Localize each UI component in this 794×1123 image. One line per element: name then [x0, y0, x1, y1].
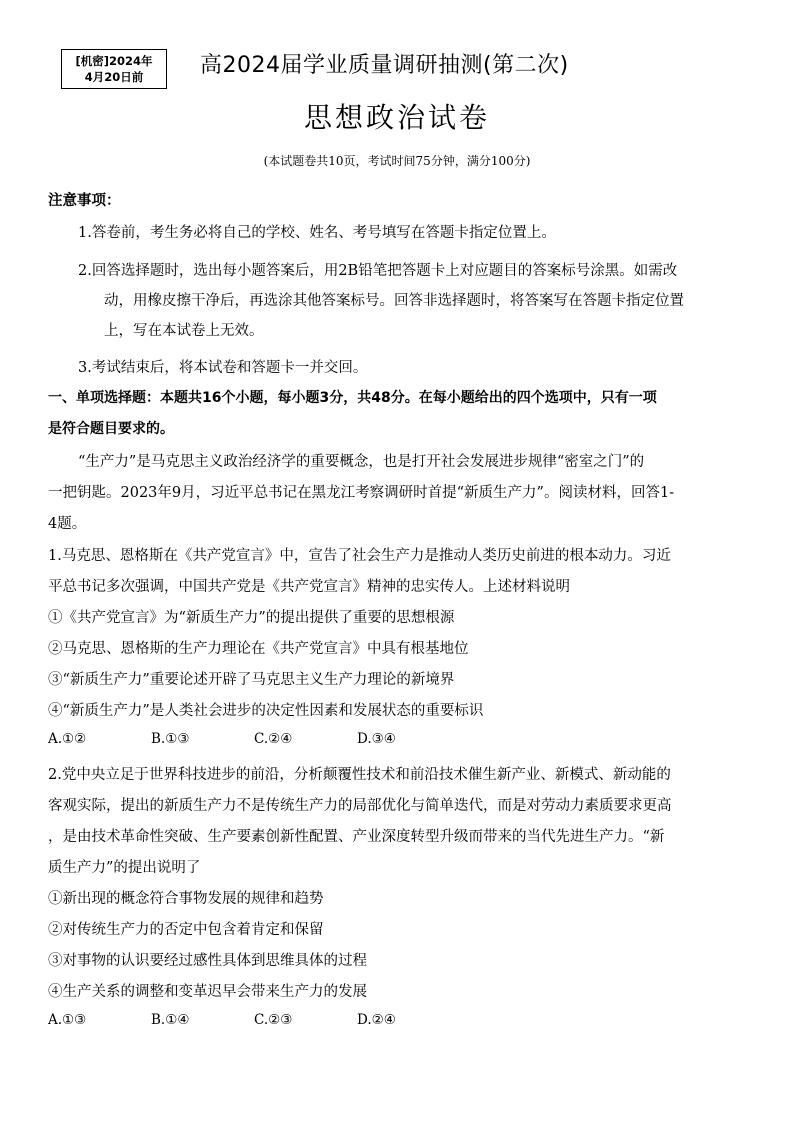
q1-option-b[interactable]: B.①③: [151, 731, 190, 747]
q2-option-a[interactable]: A.①③: [48, 1012, 87, 1028]
confidential-line-1: [机密]2024年: [75, 54, 153, 68]
notice-item-3: 3.考试结束后，将本试卷和答题卡一并交回。: [78, 360, 368, 376]
q2-statement-4: ④生产关系的调整和变革迟早会带来生产力的发展: [48, 984, 367, 1000]
q2-option-b[interactable]: B.①④: [151, 1012, 190, 1028]
intro-line-2: 一把钥匙。2023年9月，习近平总书记在黑龙江考察调研时首提“新质生产力”。阅读材料，回答1-: [48, 485, 675, 501]
q2-options: [48, 1012, 460, 1028]
q2-stem-line-3: ，是由技术革命性突破、生产要素创新性配置、产业深度转型升级而带来的当代先进生产力。“新: [48, 829, 665, 845]
section-heading-line-1: 一、单项选择题：本题共16个小题，每小题3分，共48分。在每小题给出的四个选项中，只有一项: [48, 390, 657, 406]
q2-option-c[interactable]: C.②③: [254, 1012, 293, 1028]
q2-statement-2: ②对传统生产力的否定中包含着肯定和保留: [48, 922, 324, 938]
q1-option-d[interactable]: D.③④: [357, 731, 396, 747]
q1-statement-3: ③“新质生产力”重要论述开辟了马克思主义生产力理论的新境界: [48, 672, 455, 688]
exam-info: (本试题卷共10页，考试时间75分钟，满分100分): [263, 154, 531, 168]
q2-stem-line-2: 客观实际，提出的新质生产力不是传统生产力的局部优化与简单迭代，而是对劳动力素质要求更高: [48, 798, 672, 814]
notice-item-2-line-1: 2.回答选择题时，选出每小题答案后，用2B铅笔把答题卡上对应题目的答案标号涂黑。如需改: [78, 263, 678, 279]
notice-item-2-line-3: 上，写在本试卷上无效。: [104, 323, 264, 339]
q1-option-a[interactable]: A.①②: [48, 731, 87, 747]
q2-stem-line-1: 2.党中央立足于世界科技进步的前沿，分析颠覆性技术和前沿技术催生新产业、新模式、新动能的: [48, 767, 671, 783]
q2-statement-1: ①新出现的概念符合事物发展的规律和趋势: [48, 891, 324, 907]
q1-statement-2: ②马克思、恩格斯的生产力理论在《共产党宣言》中具有根基地位: [48, 641, 469, 657]
q2-stem-line-4: 质生产力”的提出说明了: [48, 860, 201, 876]
q2-option-d[interactable]: D.②④: [357, 1012, 396, 1028]
notice-heading: 注意事项：: [48, 193, 121, 209]
q1-stem-line-2: 平总书记多次强调，中国共产党是《共产党宣言》精神的忠实传人。上述材料说明: [48, 579, 570, 595]
q1-option-c[interactable]: C.②④: [254, 731, 293, 747]
q1-stem-line-1: 1.马克思、恩格斯在《共产党宣言》中，宣告了社会生产力是推动人类历史前进的根本动力。习近: [48, 548, 671, 564]
q2-statement-3: ③对事物的认识要经过感性具体到思维具体的过程: [48, 953, 367, 969]
confidential-line-2: 4月20日前: [84, 70, 144, 84]
q1-statement-1: ①《共产党宣言》为“新质生产力”的提出提供了重要的思想根源: [48, 610, 455, 626]
notice-item-2-line-2: 动，用橡皮擦干净后，再选涂其他答案标号。回答非选择题时，将答案写在答题卡指定位置: [104, 293, 684, 309]
notice-item-1: 1.答卷前，考生务必将自己的学校、姓名、考号填写在答题卡指定位置上。: [78, 225, 556, 241]
exam-title: 高2024届学业质量调研抽测(第二次): [200, 53, 569, 78]
confidential-stamp-box: [61, 49, 167, 89]
section-heading-line-2: 是符合题目要求的。: [48, 421, 174, 437]
intro-line-3: 4题。: [48, 516, 87, 532]
subject-title: 思想政治试卷: [303, 101, 490, 134]
q1-statement-4: ④“新质生产力”是人类社会进步的决定性因素和发展状态的重要标识: [48, 703, 484, 719]
q1-options: [48, 731, 460, 747]
intro-line-1: “生产力”是马克思主义政治经济学的重要概念，也是打开社会发展进步规律“密室之门”的: [78, 454, 645, 470]
